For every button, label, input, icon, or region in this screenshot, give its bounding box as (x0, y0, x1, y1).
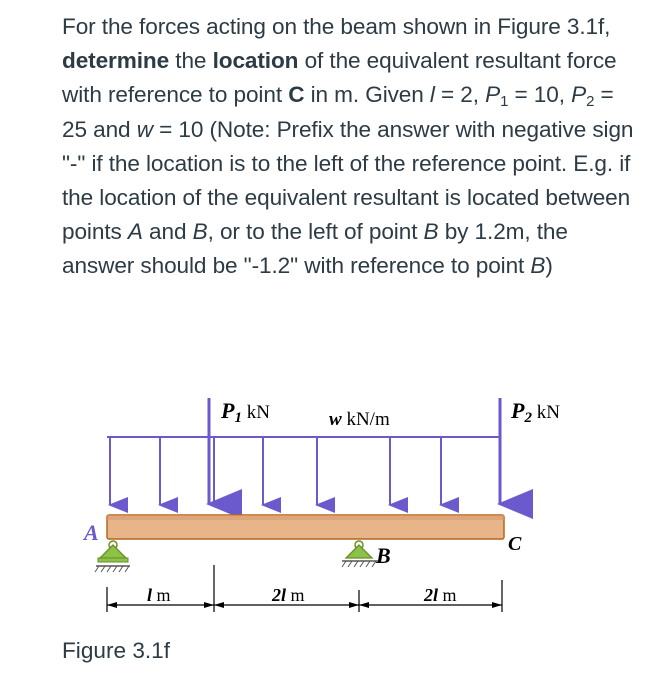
support-a (95, 541, 130, 572)
point-b-label: B (376, 543, 391, 568)
point-a-label: A (84, 520, 99, 545)
figure-caption: Figure 3.1f (62, 638, 171, 663)
p2-label: P2 kN (511, 398, 560, 426)
question-text: For the forces acting on the beam shown in Figure 3.1f, determine the location of the equivalent resultant force with reference to point C in m. Given l = 2, $P_1 = 10$, $P_2 = 25$ and w = 10 (Note: Prefix the answer with negative sign "-" if the location is to the left of the reference point. E.g. if the location of the equivalent resultant is located between points A and B, or to the left of point B by 1.2m, the answer should be "-1.2" with reference to point B) (62, 14, 634, 279)
distributed-load-arrows (110, 437, 441, 505)
dim-l-label: l m (147, 585, 171, 605)
p1-label: P1 kN (221, 398, 270, 426)
keyword-determine: determine (62, 48, 170, 74)
support-b (342, 541, 378, 567)
point-c-label: C (508, 533, 522, 555)
dim-2l-right-label: 2l m (424, 585, 457, 605)
w-label: w kN/m (329, 409, 390, 430)
keyword-location: location (212, 48, 299, 74)
dim-2l-left-label: 2l m (272, 585, 305, 605)
